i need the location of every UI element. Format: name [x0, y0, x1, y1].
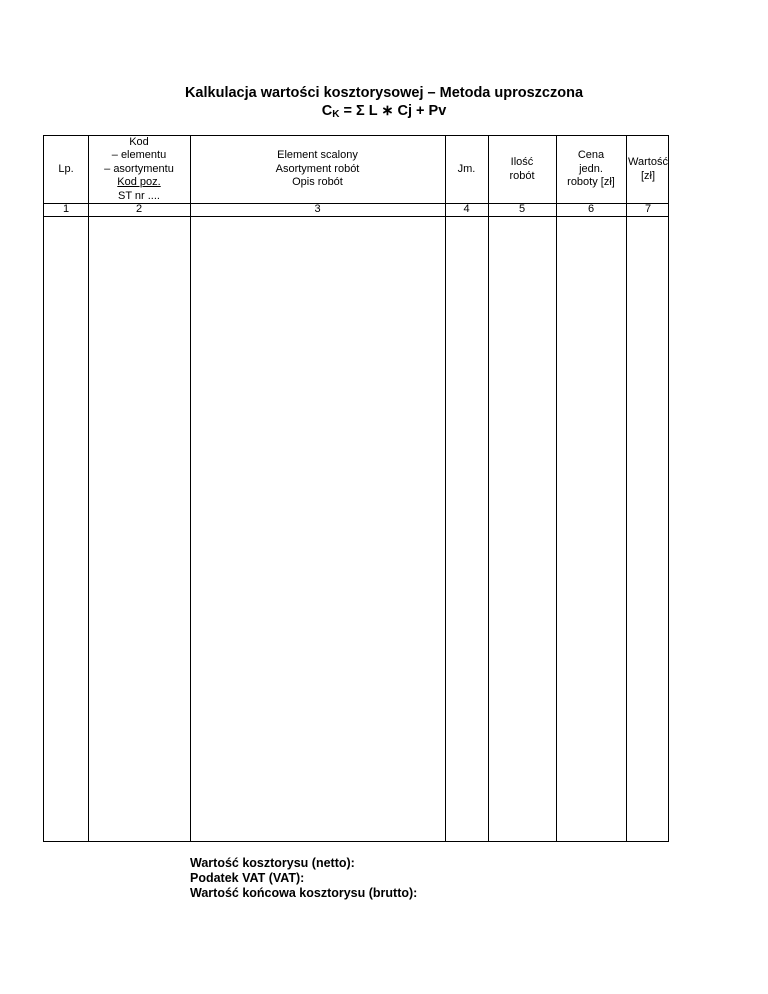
- header-wartosc-line: [zł]: [640, 169, 656, 182]
- column-divider: [488, 136, 489, 841]
- column-divider: [626, 136, 627, 841]
- header-kod-line: – asortymentu: [104, 162, 174, 175]
- header-cena-line: roboty [zł]: [567, 176, 615, 189]
- header-ilosc-line: robót: [509, 169, 535, 182]
- header-cena-line: Cena: [577, 149, 605, 162]
- header-cena: [556, 136, 626, 203]
- column-number: 2: [135, 203, 143, 215]
- formula-symbol: C: [321, 103, 333, 119]
- header-element-line: Element scalony: [277, 149, 358, 162]
- summary-brutto: Wartość końcowa kosztorysu (brutto):: [190, 886, 418, 900]
- header-kod-line: – elementu: [111, 149, 167, 162]
- header-element-line: Asortyment robót: [275, 162, 360, 175]
- header-wartosc-line: Wartość: [628, 156, 668, 168]
- header-lp: [44, 136, 88, 203]
- estimate-table: [43, 135, 669, 842]
- header-kod-line: Kod poz.: [117, 176, 161, 189]
- header-jm: [445, 136, 488, 203]
- column-number: 7: [644, 203, 652, 215]
- column-divider: [556, 136, 557, 841]
- header-kod-line: Kod: [129, 135, 149, 148]
- document-title: Kalkulacja wartości kosztorysowej – Metoda uproszczona: [184, 85, 584, 101]
- column-divider: [190, 136, 191, 841]
- summary-netto: Wartość kosztorysu (netto):: [190, 856, 355, 870]
- summary-block: [190, 856, 417, 901]
- column-number: 4: [463, 203, 470, 215]
- column-number: 5: [518, 203, 526, 215]
- header-element: [190, 136, 445, 203]
- header-kod-line: ST nr ....: [118, 189, 160, 202]
- formula-subscript: K: [332, 109, 340, 120]
- header-cena-line: jedn.: [579, 162, 603, 175]
- summary-vat: Podatek VAT (VAT):: [190, 871, 305, 885]
- column-number: 6: [587, 203, 595, 215]
- column-number: 3: [314, 203, 321, 215]
- formula-expression: = Σ L ∗ Cj + Pv: [339, 103, 447, 119]
- column-divider: [88, 136, 89, 841]
- header-jm-label: Jm.: [457, 162, 476, 175]
- column-number: 1: [62, 203, 70, 215]
- header-element-line: Opis robót: [292, 176, 343, 189]
- header-ilosc: [488, 136, 556, 203]
- number-row-divider: [44, 216, 668, 217]
- header-ilosc-line: Ilość: [510, 156, 534, 168]
- header-kod: [88, 136, 190, 203]
- header-lp-label: Lp.: [58, 162, 74, 175]
- header-wartosc: [626, 136, 670, 203]
- formula: [0, 103, 768, 123]
- column-divider: [445, 136, 446, 841]
